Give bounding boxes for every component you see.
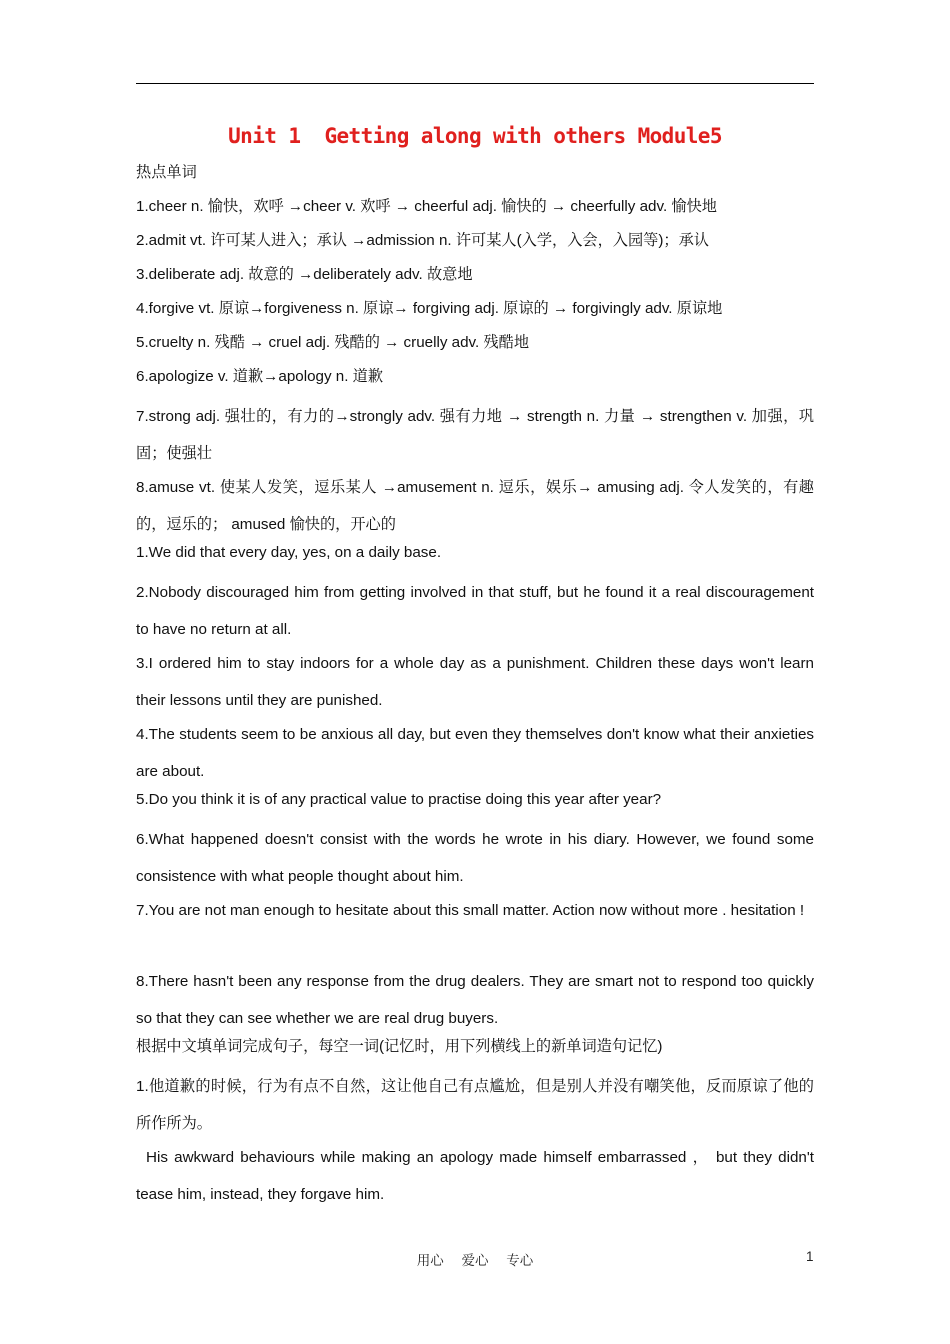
footer-motto: 用心 爱心 专心 xyxy=(416,1253,534,1268)
sentence-item: 2.Nobody discouraged him from getting involved in that stuff, but he found it a real discouragement to have no return at all. xyxy=(136,584,814,638)
sentence-item: 5.Do you think it is of any practical value to practise doing this year after year? xyxy=(136,791,662,808)
fill-item-english: His awkward behaviours while making an apology made himself embarrassed ， but they didn't tease him, instead, they forgave him. xyxy=(136,1149,814,1203)
vocab-item: 5.cruelty n. 残酷 → cruel adj. 残酷的 → cruelly adv. 残酷地 xyxy=(136,334,530,351)
vocab-item: 1.cheer n. 愉快，欢呼 →cheer v. 欢呼 → cheerful adj. 愉快的 → cheerfully adv. 愉快地 xyxy=(136,198,717,215)
sentence-item: 8.There hasn't been any response from the drug dealers. They are smart not to respond too quickly so that they can see whether we are real drug buyers. xyxy=(136,973,814,1027)
vocab-heading: 热点单词 xyxy=(136,164,197,181)
fill-item-chinese: 1.他道歉的时候，行为有点不自然，这让他自己有点尴尬，但是别人并没有嘲笑他，反而原谅了他的所作所为。 xyxy=(136,1078,814,1132)
vocab-item: 4.forgive vt. 原谅→forgiveness n. 原谅→ forgiving adj. 原谅的 → forgivingly adv. 原谅地 xyxy=(136,300,723,317)
page-title: Unit 1 Getting along with others Module5 xyxy=(228,124,722,148)
vocab-item: 8.amuse vt. 使某人发笑，逗乐某人 →amusement n. 逗乐，娱乐→ amusing adj. 令人发笑的，有趣的，逗乐的； amused 愉快的，开心的 xyxy=(136,479,814,533)
vocab-item: 3.deliberate adj. 故意的 →deliberately adv. 故意地 xyxy=(136,266,473,283)
vocab-item: 6.apologize v. 道歉→apology n. 道歉 xyxy=(136,368,384,385)
header-rule xyxy=(136,83,814,84)
vocab-item: 7.strong adj. 强壮的，有力的→strongly adv. 强有力地 → strength n. 力量 → strengthen v. 加强，巩固；使强壮 xyxy=(136,408,814,462)
sentence-item: 1.We did that every day, yes, on a daily base. xyxy=(136,544,442,561)
sentence-item: 6.What happened doesn't consist with the words he wrote in his diary. However, we found some consistence with what people thought about him. xyxy=(136,831,814,885)
page-number: 1 xyxy=(806,1249,814,1264)
document-body xyxy=(136,160,814,1211)
sentence-item: 3.I ordered him to stay indoors for a whole day as a punishment. Children these days won't learn their lessons until they are punished. xyxy=(136,655,814,709)
sentence-item: 4.The students seem to be anxious all day, but even they themselves don't know what their anxieties are about. xyxy=(136,726,814,780)
fill-heading: 根据中文填单词完成句子，每空一词(记忆时，用下列横线上的新单词造句记忆) xyxy=(136,1038,663,1055)
sentence-item: 7.You are not man enough to hesitate about this small matter. Action now without more . hesitation ! xyxy=(136,902,805,919)
vocab-item: 2.admit vt. 许可某人进入；承认 →admission n. 许可某人(入学，入会，入园等)；承认 xyxy=(136,232,709,249)
